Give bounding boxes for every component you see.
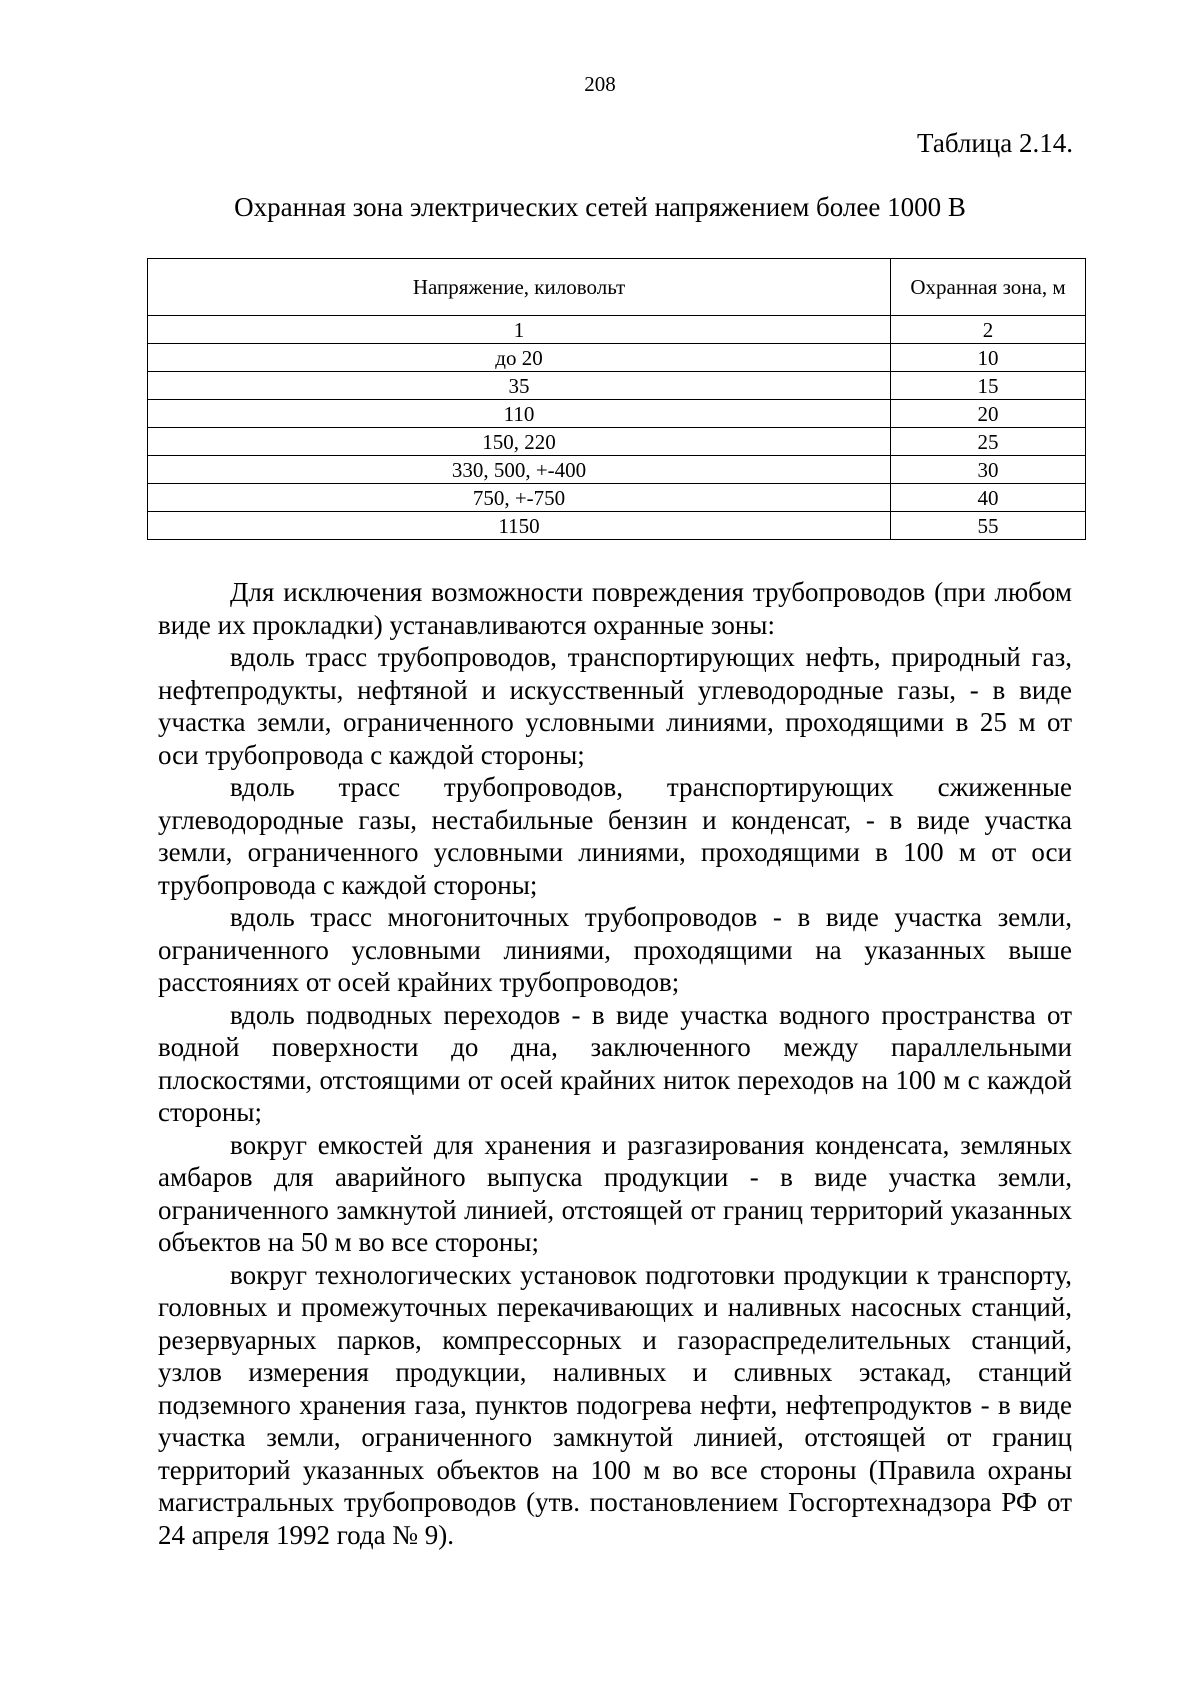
paragraph-intro: Для исключения возможности повреждения трубопроводов (при любом виде их прокладки) устанавливаются охранные зоны: xyxy=(158,577,1072,640)
table-row xyxy=(148,512,1086,540)
cell-zone: 25 xyxy=(891,428,1086,456)
table-row xyxy=(148,456,1086,484)
cell-voltage: до 20 xyxy=(148,344,891,372)
cell-voltage: 150, 220 xyxy=(148,428,891,456)
cell-voltage: 35 xyxy=(148,372,891,400)
cell-voltage: 1 xyxy=(148,316,891,344)
protection-zone-table xyxy=(147,258,1086,540)
table-row xyxy=(148,428,1086,456)
cell-zone: 20 xyxy=(891,400,1086,428)
cell-zone: 15 xyxy=(891,372,1086,400)
table-header-row xyxy=(148,259,1086,316)
page-number: 208 xyxy=(584,72,616,96)
table-row xyxy=(148,400,1086,428)
paragraph-multiline-pipelines: вдоль трасс многониточных трубопроводов - в виде участка земли, ограниченного условными линиями, проходящими на указанных выше расстояниях от осей крайних трубопроводов; xyxy=(158,902,1072,997)
cell-voltage: 1150 xyxy=(148,512,891,540)
paragraph-oil-gas-pipelines: вдоль трасс трубопроводов, транспортирующих нефть, природный газ, нефтепродукты, нефтяной и искусственный углеводородные газы, - в виде участка земли, ограниченного условными линиями, проходящими в 25 м от оси трубопровода с каждой стороны; xyxy=(158,642,1072,770)
table-row xyxy=(148,316,1086,344)
table-label: Таблица 2.14. xyxy=(917,128,1073,158)
cell-zone: 40 xyxy=(891,484,1086,512)
header-zone: Охранная зона, м xyxy=(891,259,1086,316)
cell-zone: 2 xyxy=(891,316,1086,344)
cell-voltage: 330, 500, +-400 xyxy=(148,456,891,484)
cell-voltage: 110 xyxy=(148,400,891,428)
paragraph-underwater-crossings: вдоль подводных переходов - в виде участка водного пространства от водной поверхности до дна, заключенного между параллельными плоскостями, отстоящими от осей крайних ниток переходов на 100 м с каждой стороны; xyxy=(158,999,1072,1127)
cell-zone: 55 xyxy=(891,512,1086,540)
table-title: Охранная зона электрических сетей напряжением более 1000 В xyxy=(234,192,966,222)
cell-zone: 10 xyxy=(891,344,1086,372)
table-row xyxy=(148,344,1086,372)
cell-zone: 30 xyxy=(891,456,1086,484)
body-text xyxy=(158,576,1072,1551)
table-row xyxy=(148,372,1086,400)
table-row xyxy=(148,484,1086,512)
paragraph-lpg-pipelines: вдоль трасс трубопроводов, транспортирующих сжиженные углеводородные газы, нестабильные бензин и конденсат, - в виде участка земли, ограниченного условными линиями, проходящими в 100 м от оси трубопровода с каждой стороны; xyxy=(158,772,1072,900)
header-voltage: Напряжение, киловольт xyxy=(148,259,891,316)
paragraph-technological-installations: вокруг технологических установок подготовки продукции к транспорту, головных и промежуточных перекачивающих и наливных насосных станций, резервуарных парков, компрессорных и газораспределительных станций, узлов измерения продукции, наливных и сливных эстакад, станций подземного хранения газа, пунктов подогрева нефти, нефтепродуктов - в виде участка земли, ограниченного замкнутой линией, отстоящей от границ территорий указанных объектов на 100 м во все стороны (Правила охраны магистральных трубопроводов (утв. постановлением Госгортехнадзора РФ от 24 апреля 1992 года № 9). xyxy=(158,1259,1072,1550)
cell-voltage: 750, +-750 xyxy=(148,484,891,512)
paragraph-storage-tanks: вокруг емкостей для хранения и разгазирования конденсата, земляных амбаров для аварийного выпуска продукции - в виде участка земли, ограниченного замкнутой линией, отстоящей от границ территорий указанных объектов на 50 м во все стороны; xyxy=(158,1129,1072,1257)
